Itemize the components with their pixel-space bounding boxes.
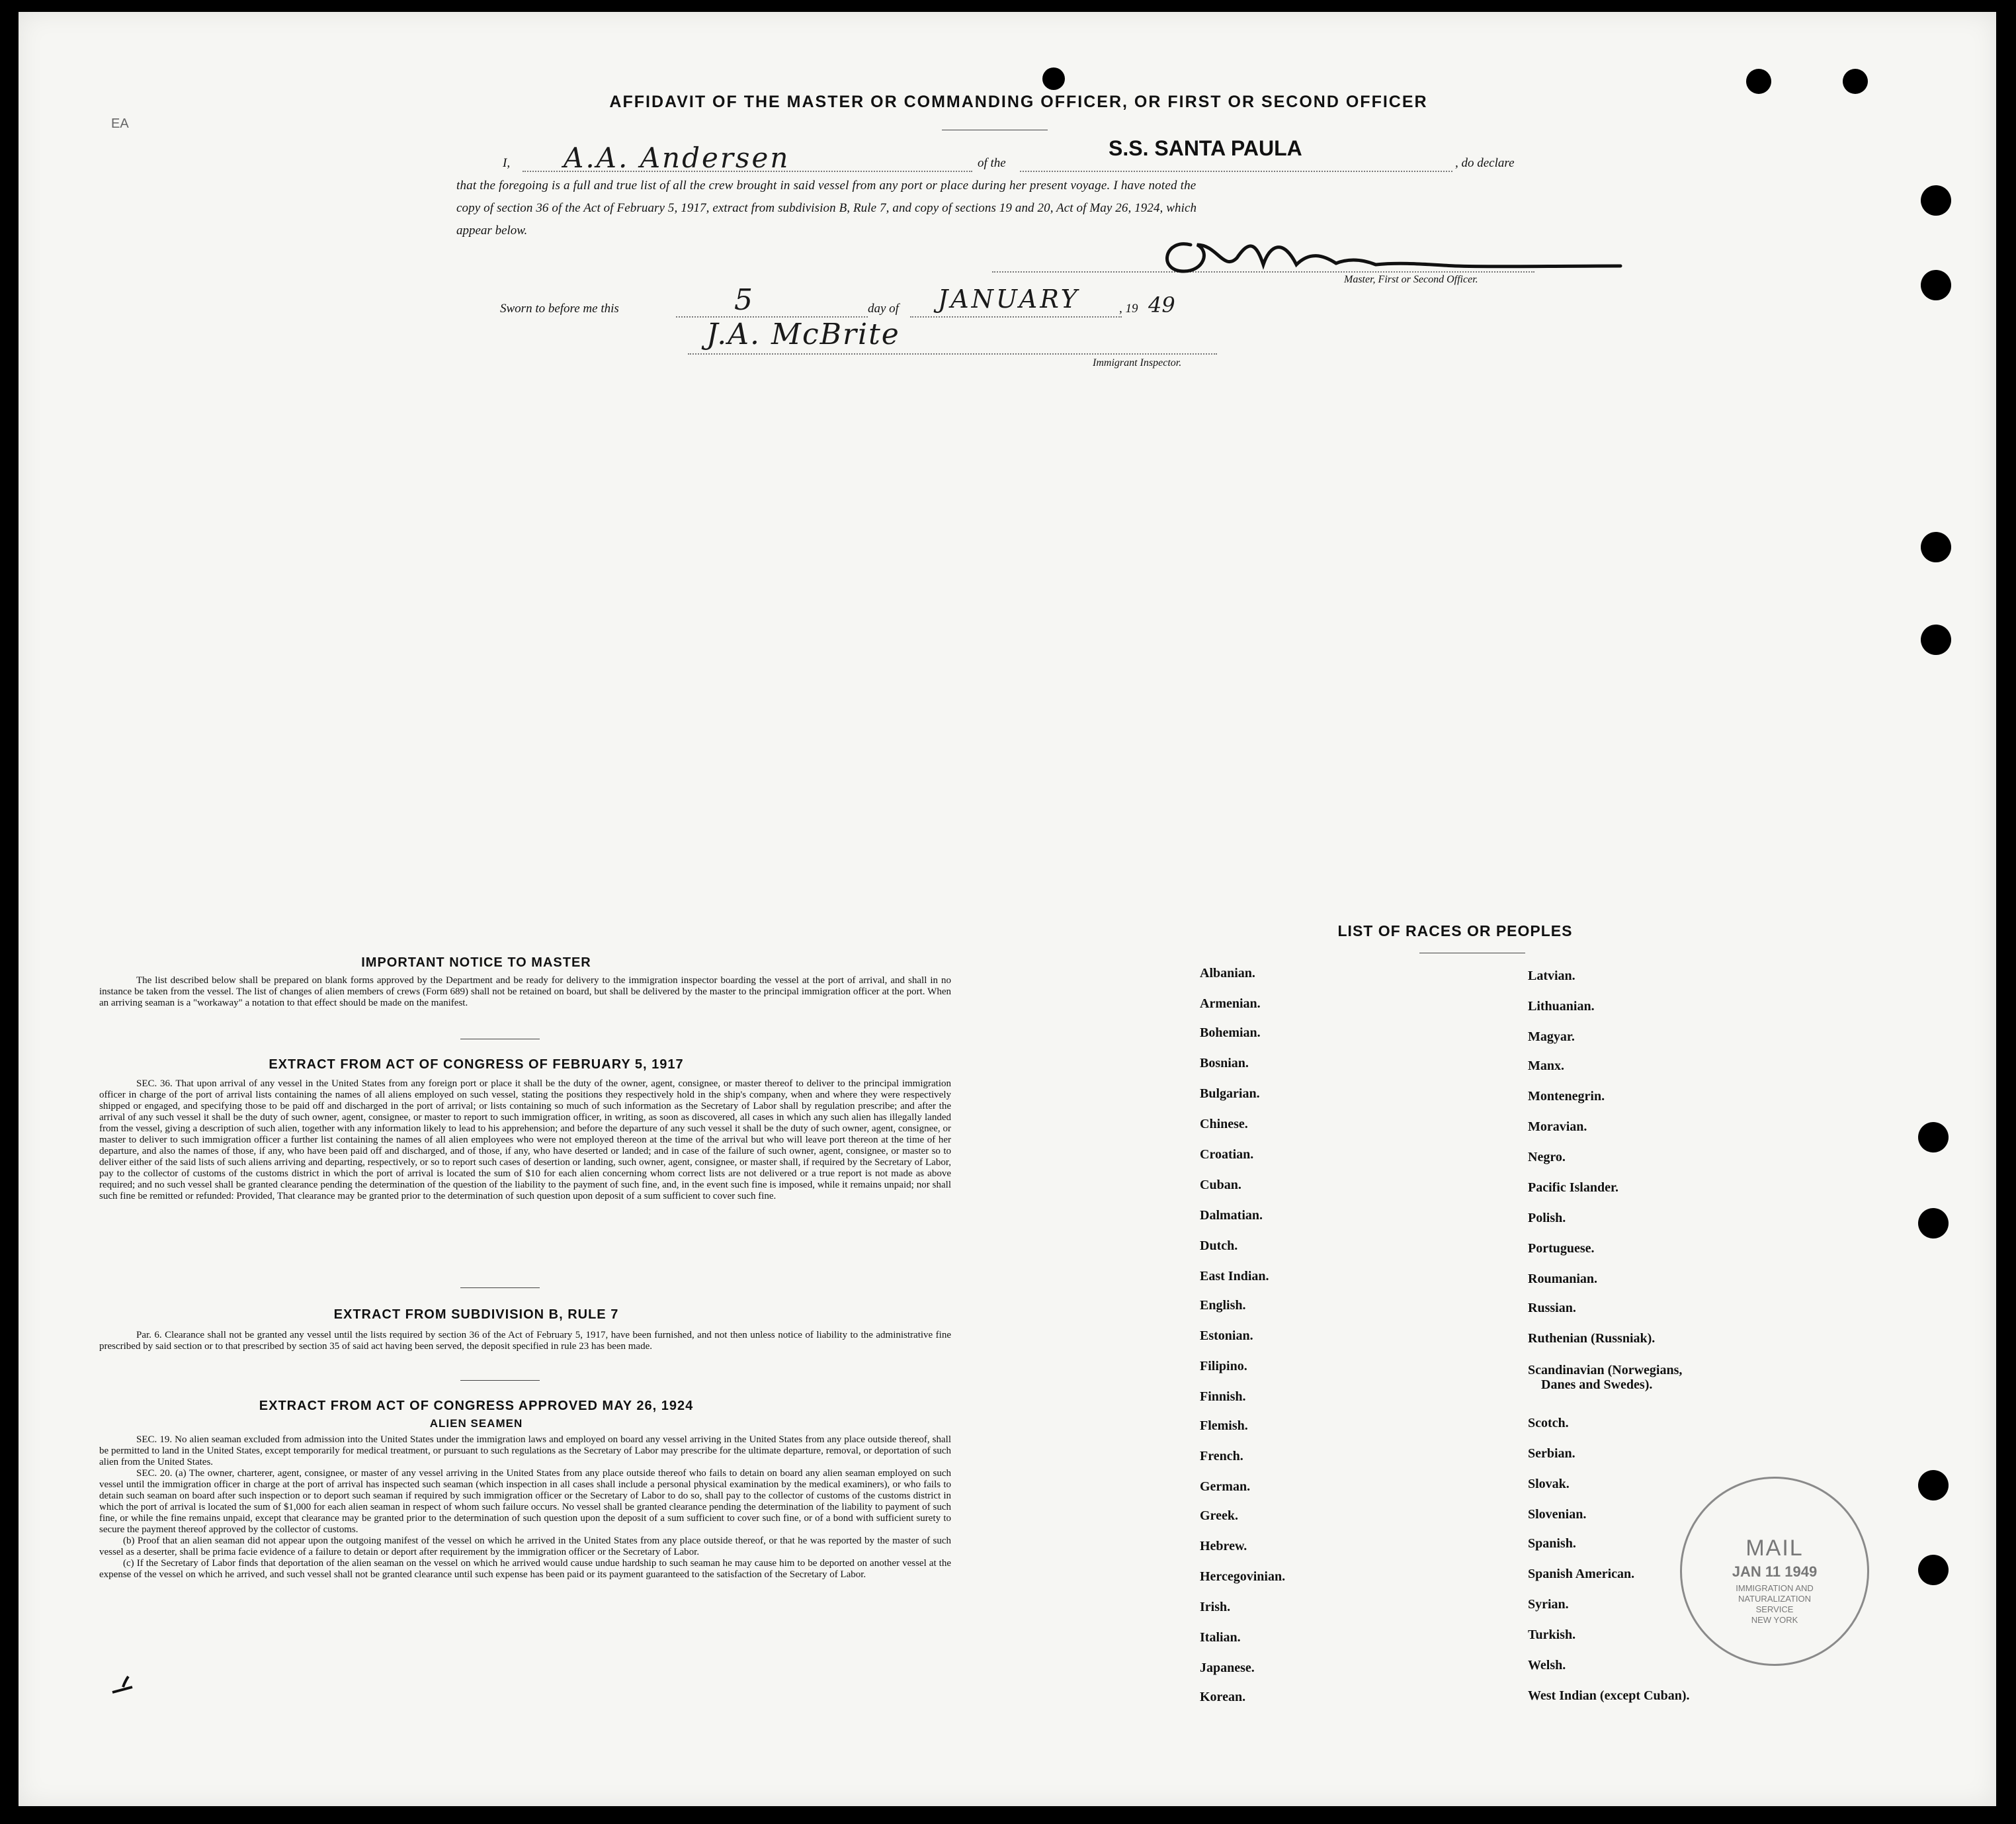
race-item: Bohemian.	[1200, 1025, 1261, 1040]
punch-hole	[1843, 69, 1868, 94]
race-item: Filipino.	[1200, 1359, 1247, 1373]
race-item: Negro.	[1528, 1150, 1566, 1164]
race-item: Croatian.	[1200, 1147, 1254, 1162]
extract-1917-text: SEC. 36. That upon arrival of any vessel in the United States from any foreign port or place it shall be the duty of the owner, agent, consignee, or master thereof to deliver to the principal immigration officer in charge of the port of arrival lists containing the names of all aliens employed on such vessel, stating the positions they respectively hold in the ship's company, when and where they were respectively shipped or engaged, and specifying those to be paid off and discharged in the port of arrival; or lists containing so much of such information as the Secretary of Labor shall by regulation prescribe; and after the arrival of any such vessel it shall be the duty of such owner, agent, consignee, or master to report to such immigration officer, in writing, as soon as discovered, all cases in which any such alien has illegally landed from the vessel, giving a description of such alien, together with any information likely to lead to his apprehension; and before the departure of any such vessel it shall be the duty of such owner, agent, consignee, or master to deliver to such immigration officer a further list containing the names of all alien employees who were not employed thereon at the time of the arrival but who will leave port thereon at the time of her departure, and also the names of those, if any, who have been paid off and discharged, and of those, if any, who have deserted or landed; and in case of the failure of such owner, agent, consignee, or master so to deliver either of the said lists of such aliens arriving and departing, respectively, or so to report such cases of desertion or landing, such owner, agent, consignee, or master shall, if required by the Secretary of Labor, pay to the collector of customs of the customs district in which the port of arrival is located the sum of $10 for each alien concerning whom correct lists are not delivered or a true report is not made as above required; and no such vessel shall be granted clearance pending the determination of the question of the liability to the payment of such fine, and, in the event such fine is imposed, while it remains unpaid; nor shall such fine be remitted or refunded: Provided, That clearance may be granted prior to the determination of such question upon deposit of a sum sufficient to cover such fine.	[99, 1078, 951, 1201]
extract-1924-body	[99, 1434, 951, 1581]
stamp-date: JAN 11 1949	[1732, 1563, 1818, 1580]
punch-hole	[1921, 185, 1951, 216]
vessel-line	[1020, 171, 1452, 172]
notice-text: The list described below shall be prepared on blank forms approved by the Department and be ready for delivery to the immigration inspector boarding the vessel at the port of arrival, and shall in no instance be taken from the vessel. The list of changes of alien members of crews (Form 689) shall not be retained on board, but shall be delivered by the master to the principal immigration officer at the port. When an arriving seaman is a "workaway" a notation to that effect should be made on the manifest.	[99, 975, 951, 1008]
declaration-line-2: copy of section 36 of the Act of February 5, 1917, extract from subdivision B, Rule 7, and copy of sections 19 and 20, Act of May 26, 1924, which	[456, 201, 1197, 215]
race-item: Pacific Islander.	[1528, 1180, 1619, 1195]
pencil-mark	[106, 1671, 146, 1698]
alien-seamen-subtitle: ALIEN SEAMEN	[429, 1417, 523, 1430]
punch-hole	[1918, 1122, 1949, 1152]
mail-received-stamp	[1680, 1477, 1869, 1666]
race-item: Cuban.	[1200, 1178, 1241, 1192]
stamp-line-2: NATURALIZATION	[1738, 1594, 1812, 1604]
affidavit-title: AFFIDAVIT OF THE MASTER OR COMMANDING OFFICER, OR FIRST OR SECOND OFFICER	[609, 93, 1428, 111]
stamp-line-1: IMMIGRATION AND	[1736, 1583, 1814, 1593]
punch-hole	[1042, 67, 1065, 90]
race-item: Moravian.	[1528, 1119, 1587, 1134]
race-item: Chinese.	[1200, 1117, 1248, 1131]
race-item: Bulgarian.	[1200, 1086, 1260, 1101]
race-item: Danes and Swedes).	[1541, 1377, 1653, 1392]
race-item: Irish.	[1200, 1600, 1231, 1614]
race-item: German.	[1200, 1479, 1251, 1494]
of-the-label: of the	[978, 156, 1006, 170]
race-item: East Indian.	[1200, 1269, 1269, 1283]
race-item: West Indian (except Cuban).	[1528, 1688, 1690, 1703]
race-item: Scotch.	[1528, 1416, 1569, 1430]
race-item: French.	[1200, 1449, 1243, 1463]
section-divider	[460, 1287, 540, 1288]
punch-hole	[1921, 625, 1951, 655]
extract-rule7-text: Par. 6. Clearance shall not be granted any vessel until the lists required by section 36 of the Act of February 5, 1917, have been furnished, and not then unless notice of liability to the administrative fine prescribed by said section or to that prescribed by section 35 of said act having been served, the deposit specified in rule 23 has been made.	[99, 1330, 951, 1352]
declaration-line-3: appear below.	[456, 224, 528, 238]
punch-hole	[1918, 1470, 1949, 1500]
race-item: Welsh.	[1528, 1658, 1566, 1672]
extract-1917-title: EXTRACT FROM ACT OF CONGRESS OF FEBRUARY 5, 1917	[269, 1057, 684, 1072]
punch-hole	[1918, 1208, 1949, 1238]
race-item: Montenegrin.	[1528, 1089, 1605, 1104]
race-item: Russian.	[1528, 1301, 1576, 1315]
race-item: Roumanian.	[1528, 1272, 1598, 1286]
race-item: Hercegovinian.	[1200, 1569, 1286, 1584]
race-item: Spanish.	[1528, 1536, 1576, 1551]
stamp-line-3: SERVICE	[1755, 1604, 1794, 1614]
punch-hole	[1921, 270, 1951, 300]
race-item: Manx.	[1528, 1059, 1564, 1073]
race-item: Magyar.	[1528, 1029, 1575, 1044]
declaration-line-1: that the foregoing is a full and true list of all the crew brought in said vessel from any port or place during her present voyage. I have noted the	[456, 179, 1197, 193]
sworn-day: 5	[734, 283, 753, 317]
race-item: Korean.	[1200, 1690, 1246, 1704]
signature-caption: Master, First or Second Officer.	[1344, 274, 1478, 285]
stamp-word: MAIL	[1745, 1536, 1804, 1561]
sworn-label: Sworn to before me this	[500, 302, 619, 316]
race-item: Armenian.	[1200, 996, 1261, 1011]
race-item: Turkish.	[1528, 1628, 1576, 1642]
sworn-month: JANUARY	[938, 284, 1080, 314]
race-item: Slovak.	[1528, 1477, 1570, 1491]
race-item: Estonian.	[1200, 1328, 1253, 1343]
vessel-name: S.S. SANTA PAULA	[1109, 136, 1302, 160]
day-of-label: day of	[868, 302, 899, 316]
extract-rule7-title: EXTRACT FROM SUBDIVISION B, RULE 7	[333, 1307, 619, 1322]
declaration-pronoun: I,	[503, 156, 511, 170]
race-item: Japanese.	[1200, 1661, 1255, 1675]
sec-20b-text: (b) Proof that an alien seaman did not appear upon the outgoing manifest of the vessel on which he arrived in the United States from any place outside thereof, or that he was reported by the master of such vessel as a deserter, shall be prima facie evidence of a failure to detain or deport after requirement by the immigration officer or the Secretary of Labor.	[99, 1536, 951, 1557]
race-item: Spanish American.	[1528, 1567, 1635, 1581]
notice-title: IMPORTANT NOTICE TO MASTER	[361, 955, 591, 970]
month-line	[910, 316, 1122, 318]
sec-20a-text: SEC. 20. (a) The owner, charterer, agent, consignee, or master of any vessel arriving in the United States from any place outside thereof who fails to detain on board any alien seaman employed on such vessel until the immigration officer in charge at the port of arrival has inspected such seaman (which inspection in all cases shall include a personal physical examination by the medical examiners), or who fails to detain such seaman on board after such inspection or to deport such seaman if required by such immigration officer or the Secretary of Labor to do so, shall pay to the collector of customs of the customs district in which the port of arrival is located the sum of $1,000 for each alien seaman in respect of whom such failure occurs. No vessel shall be granted clearance pending the determination of the liability to payment of such fine, or while the fine remains unpaid, except that clearance may be granted prior to the determination of such question upon the deposit of a sum sufficient to cover such fine, or of a bond with sufficient surety to secure the payment thereof approved by the collector of customs.	[99, 1468, 951, 1535]
sec-20c-text: (c) If the Secretary of Labor finds that deportation of the alien seaman on the vessel on which he arrived would cause undue hardship to such seaman he may cause him to be deported on another vessel at the expense of the vessel on which he arrived, and such vessel shall not be granted clearance until such expense has been paid or its payment guaranteed to the satisfaction of the Secretary of Labor.	[99, 1558, 951, 1580]
sworn-year: 49	[1148, 292, 1175, 318]
race-item: Dalmatian.	[1200, 1208, 1263, 1223]
inspector-signature: J.A. McBrite	[706, 318, 900, 351]
inspector-line	[688, 353, 1217, 355]
race-item: Greek.	[1200, 1508, 1238, 1523]
punch-hole	[1921, 532, 1951, 562]
race-item: Portuguese.	[1528, 1241, 1595, 1256]
master-name: A.A. Andersen	[564, 142, 790, 174]
corner-mark: EA	[111, 116, 129, 131]
race-item: Syrian.	[1528, 1597, 1569, 1612]
section-divider	[460, 1380, 540, 1381]
race-item: Serbian.	[1528, 1446, 1575, 1461]
race-item: Flemish.	[1200, 1418, 1248, 1433]
race-item: Finnish.	[1200, 1389, 1246, 1404]
race-item: Italian.	[1200, 1630, 1241, 1645]
race-item: Scandinavian (Norwegians,	[1528, 1363, 1683, 1377]
race-item: Hebrew.	[1200, 1539, 1247, 1553]
races-title: LIST OF RACES OR PEOPLES	[1337, 922, 1573, 939]
stamp-line-4: NEW YORK	[1751, 1615, 1798, 1625]
race-item: Slovenian.	[1528, 1507, 1587, 1522]
do-declare-label: , do declare	[1455, 156, 1515, 170]
race-item: Ruthenian (Russniak).	[1528, 1331, 1656, 1346]
race-item: Dutch.	[1200, 1238, 1238, 1253]
race-item: Latvian.	[1528, 969, 1575, 983]
race-item: English.	[1200, 1298, 1246, 1313]
race-item: Albanian.	[1200, 966, 1255, 980]
punch-hole	[1746, 69, 1771, 94]
extract-1924-title: EXTRACT FROM ACT OF CONGRESS APPROVED MAY 26, 1924	[259, 1399, 694, 1413]
sec-19-text: SEC. 19. No alien seaman excluded from admission into the United States under the immigration laws and employed on board any vessel arriving in the United States from any place outside thereof, shall be permitted to land in the United States, except temporarily for medical treatment, or pursuant to such regulations as the Secretary of Labor may prescribe for the ultimate departure, removal, or deportation of such alien from the United States.	[99, 1434, 951, 1467]
race-item: Polish.	[1528, 1211, 1566, 1225]
race-item: Lithuanian.	[1528, 999, 1595, 1014]
year-prefix: , 19	[1119, 302, 1138, 316]
race-item: Bosnian.	[1200, 1056, 1249, 1070]
inspector-caption: Immigrant Inspector.	[1093, 357, 1182, 369]
punch-hole	[1918, 1555, 1949, 1585]
